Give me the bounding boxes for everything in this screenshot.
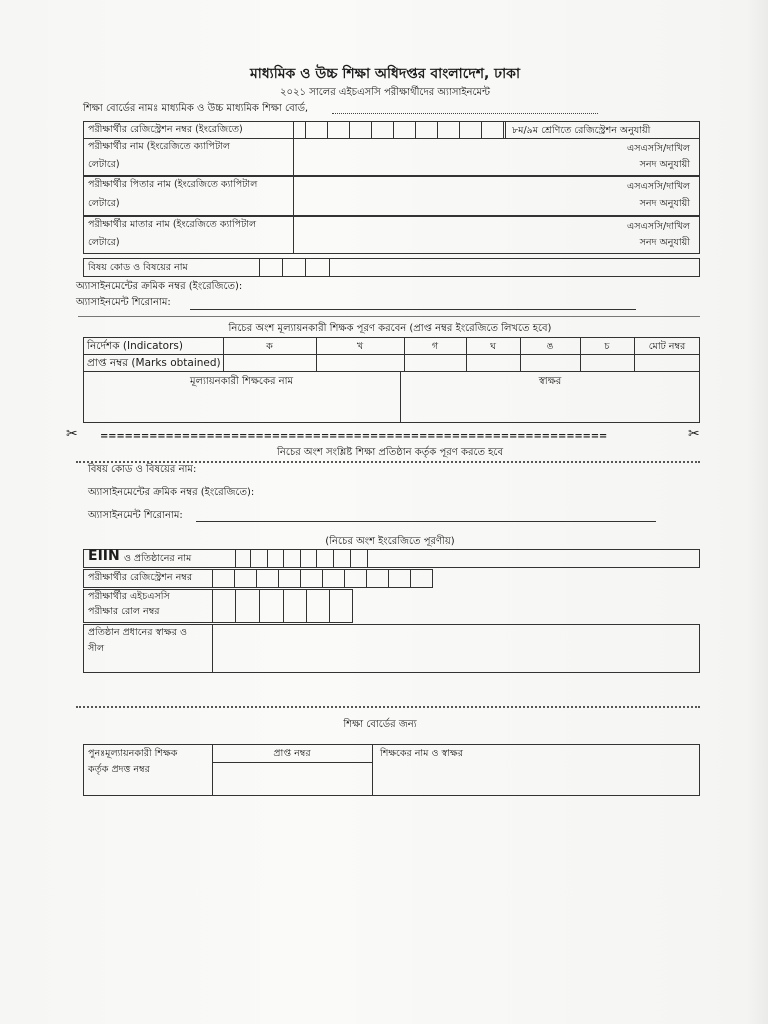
indicator-column-2: খ	[356, 341, 364, 352]
board-marks-label: প্রাপ্ত নম্বর	[273, 748, 311, 759]
box-divider	[459, 121, 460, 139]
header-title: মাধ্যমিক ও উচ্চ শিক্ষা অধিদপ্তর বাংলাদেশ, ঢাকা	[249, 66, 520, 82]
father-name-field[interactable]	[296, 179, 596, 213]
box-divider	[212, 589, 213, 623]
header-subtitle: ২০২১ সালের এইচএসসি পরীক্ষার্থীদের অ্যাসাইনমেন্ট	[280, 87, 490, 98]
box-divider	[235, 589, 236, 623]
board-name-label: শিক্ষা বোর্ডের নামঃ মাধ্যমিক ও উচ্চ মাধ্যমিক শিক্ষা বোর্ড,	[83, 103, 309, 114]
box-divider	[256, 569, 257, 588]
roll-label: পরীক্ষার্থীর এইচএসসি	[88, 591, 170, 602]
box-divider	[367, 549, 368, 568]
box-divider	[306, 589, 307, 623]
indicator-column-1: ক	[266, 341, 273, 352]
reevaluation-label: পুনঃমূল্যায়নকারী শিক্ষক	[88, 748, 178, 759]
subject-field[interactable]	[260, 259, 698, 276]
indicator-column-5: ঙ	[546, 341, 554, 352]
assignment-serial-label: অ্যাসাইনমেন্টের ক্রমিক নম্বর (ইংরেজিতে):	[76, 281, 243, 292]
indicators-label: নির্দেশক (Indicators)	[87, 340, 183, 352]
box-divider	[432, 569, 433, 588]
box-divider	[300, 569, 301, 588]
box-divider	[283, 589, 284, 623]
indicator-column-3: গ	[431, 341, 439, 352]
assignment-title-label: অ্যাসাইনমেন্ট শিরোনাম:	[76, 297, 171, 308]
student-name-field[interactable]	[296, 141, 596, 173]
mother-name-field[interactable]	[296, 219, 596, 251]
mother-name-label: পরীক্ষার্থীর মাতার নাম (ইংরেজিতে ক্যাপিটাল	[88, 219, 257, 230]
box-divider	[235, 549, 236, 568]
box-divider	[393, 121, 394, 139]
scan-edge	[746, 0, 768, 1024]
indicator-column-4: ঘ	[490, 341, 496, 352]
student-name-label: পরীক্ষার্থীর নাম (ইংরেজিতে ক্যাপিটাল	[88, 141, 230, 152]
head-signature-label: প্রতিষ্ঠান প্রধানের স্বাক্ষর ও	[88, 627, 187, 638]
box-divider	[267, 549, 268, 568]
teacher-signature-field[interactable]	[404, 390, 696, 420]
box-divider	[329, 589, 330, 623]
marks-obtained-label: প্রাপ্ত নম্বর (Marks obtained)	[87, 357, 221, 369]
box-divider	[481, 121, 482, 139]
teacher-name-field[interactable]	[86, 390, 396, 420]
box-divider	[259, 589, 260, 623]
institution-title-label: অ্যাসাইনমেন্ট শিরোনাম:	[88, 510, 183, 521]
box-divider	[415, 121, 416, 139]
evaluation-instruction: নিচের অংশ মূল্যায়নকারী শিক্ষক পূরণ করবেন (প্রাপ্ত নম্বর ইংরেজিতে লিখতে হবে)	[228, 323, 552, 334]
box-divider	[322, 569, 323, 588]
box-divider	[437, 121, 438, 139]
box-divider	[305, 121, 306, 139]
box-divider	[212, 569, 213, 588]
box-divider	[350, 549, 351, 568]
eiin-label: EIIN	[88, 548, 120, 564]
board-teacher-sign-label: শিক্ষকের নাম ও স্বাক্ষর	[380, 748, 463, 759]
box-divider	[388, 569, 389, 588]
signature-label: স্বাক্ষর	[538, 376, 562, 387]
head-signature-field[interactable]	[216, 627, 696, 670]
scissors-icon-right: ✂	[688, 426, 700, 442]
institution-subject-label: বিষয় কোড ও বিষয়ের নাম:	[88, 464, 197, 475]
board-teacher-sign-field[interactable]	[376, 762, 696, 794]
indicator-column-6: চ	[604, 341, 610, 352]
box-divider	[250, 549, 251, 568]
box-divider	[278, 569, 279, 588]
institution-title-field[interactable]	[196, 521, 656, 522]
box-divider	[366, 569, 367, 588]
box-divider	[283, 549, 284, 568]
assignment-title-field[interactable]	[190, 309, 636, 310]
box-divider	[234, 569, 235, 588]
box-divider	[327, 121, 328, 139]
box-divider	[316, 549, 317, 568]
cut-line: ==============================================================	[100, 431, 608, 442]
father-name-label: পরীক্ষার্থীর পিতার নাম (ইংরেজিতে ক্যাপিটাল	[88, 179, 258, 190]
institution-instruction: নিচের অংশ সংশ্লিষ্ট শিক্ষা প্রতিষ্ঠান কর্তৃক পূরণ করতে হবে	[276, 447, 504, 458]
teacher-name-label: মূল্যায়নকারী শিক্ষকের নাম	[189, 376, 294, 387]
box-divider	[333, 549, 334, 568]
registration-label: পরীক্ষার্থীর রেজিস্ট্রেশন নম্বর (ইংরেজিতে)	[88, 124, 243, 135]
english-note: (নিচের অংশ ইংরেজিতে পূরণীয়)	[325, 536, 455, 547]
box-divider	[344, 569, 345, 588]
total-marks-label: মোট নম্বর	[648, 341, 686, 352]
box-divider	[410, 569, 411, 588]
registration-note: ৮ম/৯ম শ্রেণিতে রেজিস্ট্রেশন অনুযায়ী	[512, 125, 651, 136]
subject-label: বিষয় কোড ও বিষয়ের নাম	[88, 262, 188, 273]
box-divider	[349, 121, 350, 139]
box-divider	[503, 121, 504, 139]
board-marks-field[interactable]	[214, 764, 370, 794]
board-name-field[interactable]	[332, 113, 598, 114]
institution-registration-label: পরীক্ষার্থীর রেজিস্ট্রেশন নম্বর	[88, 572, 193, 583]
scissors-icon-left: ✂	[66, 426, 78, 442]
box-divider	[300, 549, 301, 568]
board-section-title: শিক্ষা বোর্ডের জন্য	[343, 719, 417, 730]
institution-serial-label: অ্যাসাইনমেন্টের ক্রমিক নম্বর (ইংরেজিতে):	[88, 487, 255, 498]
box-divider	[371, 121, 372, 139]
